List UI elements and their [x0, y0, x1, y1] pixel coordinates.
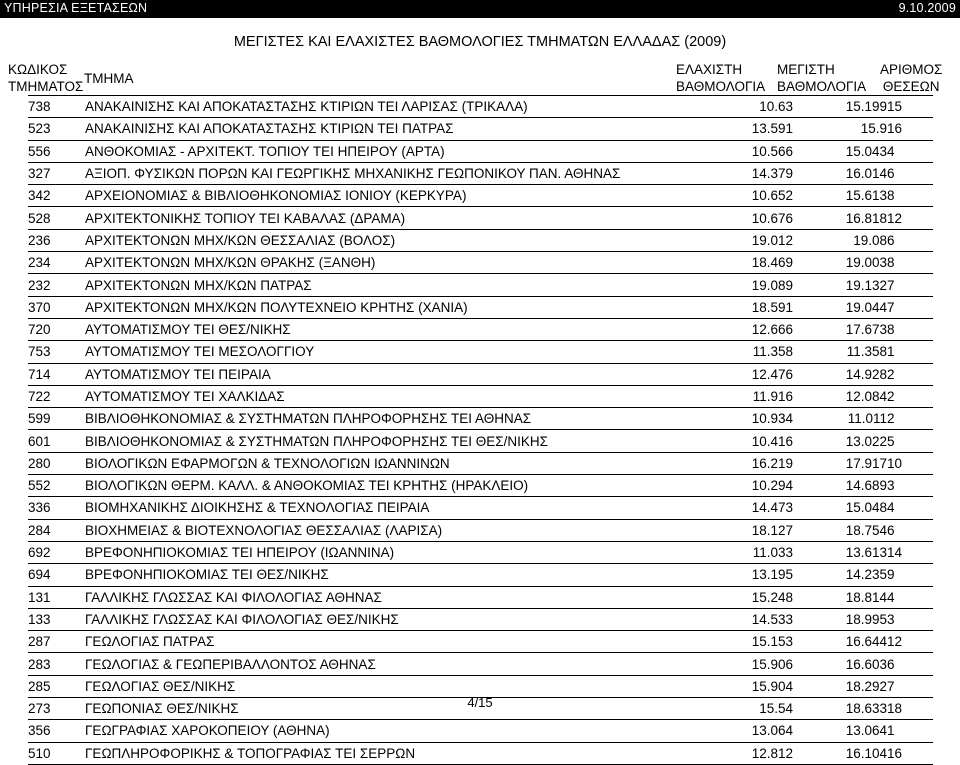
dept-code-cell: 692: [28, 541, 85, 563]
table-row: [28, 318, 933, 340]
table-row: [28, 452, 933, 474]
min-score-cell: 15.904: [717, 675, 793, 697]
max-score-cell: 16.818: [793, 207, 887, 229]
dept-name-cell: ΓΕΩΛΟΓΙΑΣ ΘΕΣ/ΝΙΚΗΣ: [85, 675, 717, 697]
dept-name-cell: ΑΥΤΟΜΑΤΙΣΜΟΥ ΤΕΙ ΧΑΛΚΙΔΑΣ: [85, 385, 717, 407]
dept-code-cell: 601: [28, 430, 85, 452]
max-score-cell: 17.917: [793, 452, 887, 474]
document-title: ΜΕΓΙΣΤΕΣ ΚΑΙ ΕΛΑΧΙΣΤΕΣ ΒΑΘΜΟΛΟΓΙΕΣ ΤΜΗΜΑΤΩΝ ΕΛΛΑΔΑΣ (2009): [233, 34, 727, 50]
seats-cell: 10: [887, 452, 933, 474]
dept-name-cell: ΓΑΛΛΙΚΗΣ ΓΛΩΣΣΑΣ ΚΑΙ ΦΙΛΟΛΟΓΙΑΣ ΘΕΣ/ΝΙΚΗΣ: [85, 608, 717, 630]
dept-code-cell: 131: [28, 586, 85, 608]
dept-name-cell: ΒΙΟΛΟΓΙΚΩΝ ΘΕΡΜ. ΚΑΛΛ. & ΑΝΘΟΚΟΜΙΑΣ ΤΕΙ ΚΡΗΤΗΣ (ΗΡΑΚΛΕΙΟ): [85, 475, 717, 497]
dept-name-cell: ΑΡΧΙΤΕΚΤΟΝΩΝ ΜΗΧ/ΚΩΝ ΘΕΣΣΑΛΙΑΣ (ΒΟΛΟΣ): [85, 229, 717, 251]
seats-cell: 6: [887, 229, 933, 251]
dept-code-cell: 356: [28, 720, 85, 742]
max-score-cell: 19.08: [793, 229, 887, 251]
dept-code-cell: 284: [28, 519, 85, 541]
max-score-cell: 19.132: [793, 274, 887, 296]
table-row: [28, 341, 933, 363]
min-score-cell: 11.916: [717, 385, 793, 407]
dept-name-cell: ΑΡΧΙΤΕΚΤΟΝΩΝ ΜΗΧ/ΚΩΝ ΠΑΤΡΑΣ: [85, 274, 717, 296]
max-score-cell: 16.644: [793, 631, 887, 653]
table-row: [28, 497, 933, 519]
dept-code-cell: 273: [28, 698, 85, 720]
dept-code-cell: 722: [28, 385, 85, 407]
seats-cell: 16: [887, 118, 933, 140]
min-score-cell: 18.591: [717, 296, 793, 318]
table-row: [28, 541, 933, 563]
table-row: [28, 252, 933, 274]
seats-cell: 8: [887, 252, 933, 274]
max-score-cell: 13.022: [793, 430, 887, 452]
seats-cell: 12: [887, 207, 933, 229]
min-score-cell: 18.469: [717, 252, 793, 274]
dept-name-cell: ΑΡΧΙΤΕΚΤΟΝΩΝ ΜΗΧ/ΚΩΝ ΠΟΛΥΤΕΧΝΕΙΟ ΚΡΗΤΗΣ (ΧΑΝΙΑ): [85, 296, 717, 318]
dept-name-cell: ΒΙΒΛΙΟΘΗΚΟΝΟΜΙΑΣ & ΣΥΣΤΗΜΑΤΩΝ ΠΛΗΡΟΦΟΡΗΣΗΣ ΤΕΙ ΘΕΣ/ΝΙΚΗΣ: [85, 430, 717, 452]
min-score-cell: 15.153: [717, 631, 793, 653]
min-score-cell: 15.248: [717, 586, 793, 608]
dept-code-cell: 280: [28, 452, 85, 474]
grades-table: [28, 95, 933, 765]
seats-cell: 2: [887, 363, 933, 385]
seats-cell: 15: [887, 96, 933, 118]
max-score-cell: 18.633: [793, 698, 887, 720]
seats-cell: 1: [887, 720, 933, 742]
seats-cell: 12: [887, 631, 933, 653]
dept-name-cell: ΒΡΕΦΟΝΗΠΙΟΚΟΜΙΑΣ ΤΕΙ ΗΠΕΙΡΟΥ (ΙΩΑΝΝΙΝΑ): [85, 541, 717, 563]
min-score-cell: 13.195: [717, 564, 793, 586]
seats-cell: 7: [887, 296, 933, 318]
seats-cell: 4: [887, 140, 933, 162]
table-row: [28, 162, 933, 184]
seats-cell: 3: [887, 475, 933, 497]
table-row: [28, 631, 933, 653]
max-score-cell: 15.9: [793, 118, 887, 140]
max-score-cell: 18.995: [793, 608, 887, 630]
dept-name-cell: ΑΥΤΟΜΑΤΙΣΜΟΥ ΤΕΙ ΜΕΣΟΛΟΓΓΙΟΥ: [85, 341, 717, 363]
max-score-cell: 13.064: [793, 720, 887, 742]
min-score-cell: 10.63: [717, 96, 793, 118]
max-score-cell: 18.292: [793, 675, 887, 697]
max-score-cell: 13.613: [793, 541, 887, 563]
dept-code-cell: 236: [28, 229, 85, 251]
table-row: [28, 564, 933, 586]
max-score-cell: 16.603: [793, 653, 887, 675]
table-row: [28, 140, 933, 162]
top-header-bar: [0, 0, 960, 18]
table-row: [28, 475, 933, 497]
column-header-code: ΚΩΔΙΚΟΣ ΤΜΗΜΑΤΟΣ: [8, 62, 84, 94]
min-score-cell: 10.676: [717, 207, 793, 229]
max-score-cell: 16.104: [793, 742, 887, 764]
max-score-cell: 14.235: [793, 564, 887, 586]
dept-code-cell: 287: [28, 631, 85, 653]
seats-cell: 9: [887, 564, 933, 586]
table-row: [28, 653, 933, 675]
dept-name-cell: ΑΥΤΟΜΑΤΙΣΜΟΥ ΤΕΙ ΠΕΙΡΑΙΑ: [85, 363, 717, 385]
table-row: [28, 96, 933, 118]
grades-table-body: [28, 96, 933, 765]
dept-code-cell: 556: [28, 140, 85, 162]
seats-cell: 4: [887, 497, 933, 519]
max-score-cell: 19.044: [793, 296, 887, 318]
seats-cell: 1: [887, 341, 933, 363]
dept-code-cell: 285: [28, 675, 85, 697]
max-score-cell: 14.928: [793, 363, 887, 385]
min-score-cell: 13.591: [717, 118, 793, 140]
dept-name-cell: ΓΕΩΛΟΓΙΑΣ ΠΑΤΡΑΣ: [85, 631, 717, 653]
min-score-cell: 12.666: [717, 318, 793, 340]
table-row: [28, 720, 933, 742]
dept-name-cell: ΑΝΑΚΑΙΝΙΣΗΣ ΚΑΙ ΑΠΟΚΑΤΑΣΤΑΣΗΣ ΚΤΙΡΙΩΝ ΤΕΙ ΛΑΡΙΣΑΣ (ΤΡΙΚΑΛΑ): [85, 96, 717, 118]
max-score-cell: 11.011: [793, 408, 887, 430]
dept-code-cell: 510: [28, 742, 85, 764]
max-score-cell: 15.043: [793, 140, 887, 162]
max-score-cell: 11.358: [793, 341, 887, 363]
dept-name-cell: ΑΝΑΚΑΙΝΙΣΗΣ ΚΑΙ ΑΠΟΚΑΤΑΣΤΑΣΗΣ ΚΤΙΡΙΩΝ ΤΕΙ ΠΑΤΡΑΣ: [85, 118, 717, 140]
dept-code-cell: 528: [28, 207, 85, 229]
dept-code-cell: 523: [28, 118, 85, 140]
dept-name-cell: ΒΡΕΦΟΝΗΠΙΟΚΟΜΙΑΣ ΤΕΙ ΘΕΣ/ΝΙΚΗΣ: [85, 564, 717, 586]
dept-code-cell: 738: [28, 96, 85, 118]
dept-code-cell: 327: [28, 162, 85, 184]
header-date: 9.10.2009: [898, 1, 956, 15]
dept-name-cell: ΑΡΧΕΙΟΝΟΜΙΑΣ & ΒΙΒΛΙΟΘΗΚΟΝΟΜΙΑΣ ΙΟΝΙΟΥ (ΚΕΡΚΥΡΑ): [85, 185, 717, 207]
dept-name-cell: ΒΙΟΧΗΜΕΙΑΣ & ΒΙΟΤΕΧΝΟΛΟΓΙΑΣ ΘΕΣΣΑΛΙΑΣ (ΛΑΡΙΣΑ): [85, 519, 717, 541]
dept-code-cell: 336: [28, 497, 85, 519]
seats-cell: 18: [887, 698, 933, 720]
dept-name-cell: ΑΞΙΟΠ. ΦΥΣΙΚΩΝ ΠΟΡΩΝ ΚΑΙ ΓΕΩΡΓΙΚΗΣ ΜΗΧΑΝΙΚΗΣ ΓΕΩΠΟΝΙΚΟΥ ΠΑΝ. ΑΘΗΝΑΣ: [85, 162, 717, 184]
min-score-cell: 11.033: [717, 541, 793, 563]
seats-cell: 2: [887, 385, 933, 407]
dept-code-cell: 694: [28, 564, 85, 586]
max-score-cell: 14.689: [793, 475, 887, 497]
dept-name-cell: ΒΙΟΜΗΧΑΝΙΚΗΣ ΔΙΟΙΚΗΣΗΣ & ΤΕΧΝΟΛΟΓΙΑΣ ΠΕΙΡΑΙΑ: [85, 497, 717, 519]
table-row: [28, 608, 933, 630]
table-row: [28, 430, 933, 452]
seats-cell: 5: [887, 430, 933, 452]
max-score-cell: 15.048: [793, 497, 887, 519]
min-score-cell: 18.127: [717, 519, 793, 541]
table-row: [28, 229, 933, 251]
seats-cell: 7: [887, 675, 933, 697]
service-name: ΥΠΗΡΕΣΙΑ ΕΞΕΤΑΣΕΩΝ: [4, 1, 148, 15]
seats-cell: 3: [887, 608, 933, 630]
min-score-cell: 10.294: [717, 475, 793, 497]
min-score-cell: 12.812: [717, 742, 793, 764]
table-row: [28, 296, 933, 318]
seats-cell: 6: [887, 162, 933, 184]
table-row: [28, 586, 933, 608]
dept-name-cell: ΑΡΧΙΤΕΚΤΟΝΙΚΗΣ ΤΟΠΙΟΥ ΤΕΙ ΚΑΒΑΛΑΣ (ΔΡΑΜΑ): [85, 207, 717, 229]
seats-cell: 8: [887, 318, 933, 340]
max-score-cell: 15.613: [793, 185, 887, 207]
table-row: [28, 118, 933, 140]
table-row: [28, 742, 933, 764]
min-score-cell: 14.473: [717, 497, 793, 519]
dept-code-cell: 714: [28, 363, 85, 385]
dept-name-cell: ΑΥΤΟΜΑΤΙΣΜΟΥ ΤΕΙ ΘΕΣ/ΝΙΚΗΣ: [85, 318, 717, 340]
min-score-cell: 19.089: [717, 274, 793, 296]
seats-cell: 2: [887, 408, 933, 430]
column-header-seats: ΑΡΙΘΜΟΣ ΘΕΣΕΩΝ: [880, 62, 943, 94]
dept-code-cell: 234: [28, 252, 85, 274]
dept-name-cell: ΑΝΘΟΚΟΜΙΑΣ - ΑΡΧΙΤΕΚΤ. ΤΟΠΙΟΥ ΤΕΙ ΗΠΕΙΡΟΥ (ΑΡΤΑ): [85, 140, 717, 162]
seats-cell: 4: [887, 586, 933, 608]
table-row: [28, 363, 933, 385]
min-score-cell: 14.379: [717, 162, 793, 184]
seats-cell: 8: [887, 185, 933, 207]
min-score-cell: 15.54: [717, 698, 793, 720]
dept-code-cell: 342: [28, 185, 85, 207]
max-score-cell: 12.084: [793, 385, 887, 407]
min-score-cell: 10.934: [717, 408, 793, 430]
dept-code-cell: 232: [28, 274, 85, 296]
seats-cell: 6: [887, 653, 933, 675]
dept-name-cell: ΑΡΧΙΤΕΚΤΟΝΩΝ ΜΗΧ/ΚΩΝ ΘΡΑΚΗΣ (ΞΑΝΘΗ): [85, 252, 717, 274]
min-score-cell: 10.652: [717, 185, 793, 207]
min-score-cell: 19.012: [717, 229, 793, 251]
column-header-max: ΜΕΓΙΣΤΗ ΒΑΘΜΟΛΟΓΙΑ: [777, 62, 867, 94]
column-header-dept: ΤΜΗΜΑ: [84, 71, 134, 86]
dept-name-cell: ΓΕΩΠΛΗΡΟΦΟΡΙΚΗΣ & ΤΟΠΟΓΡΑΦΙΑΣ ΤΕΙ ΣΕΡΡΩΝ: [85, 742, 717, 764]
table-row: [28, 274, 933, 296]
dept-code-cell: 370: [28, 296, 85, 318]
max-score-cell: 16.014: [793, 162, 887, 184]
min-score-cell: 12.476: [717, 363, 793, 385]
page-number: 4/15: [467, 695, 493, 710]
min-score-cell: 16.219: [717, 452, 793, 474]
seats-cell: 7: [887, 274, 933, 296]
seats-cell: 6: [887, 519, 933, 541]
dept-name-cell: ΒΙΟΛΟΓΙΚΩΝ ΕΦΑΡΜΟΓΩΝ & ΤΕΧΝΟΛΟΓΙΩΝ ΙΩΑΝΝΙΝΩΝ: [85, 452, 717, 474]
max-score-cell: 19.003: [793, 252, 887, 274]
dept-name-cell: ΓΕΩΛΟΓΙΑΣ & ΓΕΩΠΕΡΙΒΑΛΛΟΝΤΟΣ ΑΘΗΝΑΣ: [85, 653, 717, 675]
min-score-cell: 13.064: [717, 720, 793, 742]
min-score-cell: 15.906: [717, 653, 793, 675]
max-score-cell: 17.673: [793, 318, 887, 340]
dept-code-cell: 283: [28, 653, 85, 675]
dept-code-cell: 133: [28, 608, 85, 630]
table-row: [28, 385, 933, 407]
dept-name-cell: ΓΕΩΓΡΑΦΙΑΣ ΧΑΡΟΚΟΠΕΙΟΥ (ΑΘΗΝΑ): [85, 720, 717, 742]
dept-name-cell: ΒΙΒΛΙΟΘΗΚΟΝΟΜΙΑΣ & ΣΥΣΤΗΜΑΤΩΝ ΠΛΗΡΟΦΟΡΗΣΗΣ ΤΕΙ ΑΘΗΝΑΣ: [85, 408, 717, 430]
dept-code-cell: 753: [28, 341, 85, 363]
max-score-cell: 18.814: [793, 586, 887, 608]
dept-code-cell: 552: [28, 475, 85, 497]
seats-cell: 16: [887, 742, 933, 764]
min-score-cell: 11.358: [717, 341, 793, 363]
table-row: [28, 408, 933, 430]
min-score-cell: 10.566: [717, 140, 793, 162]
column-header-min: ΕΛΑΧΙΣΤΗ ΒΑΘΜΟΛΟΓΙΑ: [676, 62, 766, 94]
seats-cell: 14: [887, 541, 933, 563]
dept-name-cell: ΓΕΩΠΟΝΙΑΣ ΘΕΣ/ΝΙΚΗΣ: [85, 698, 717, 720]
dept-name-cell: ΓΑΛΛΙΚΗΣ ΓΛΩΣΣΑΣ ΚΑΙ ΦΙΛΟΛΟΓΙΑΣ ΑΘΗΝΑΣ: [85, 586, 717, 608]
dept-code-cell: 720: [28, 318, 85, 340]
dept-code-cell: 599: [28, 408, 85, 430]
min-score-cell: 10.416: [717, 430, 793, 452]
table-row: [28, 185, 933, 207]
min-score-cell: 14.533: [717, 608, 793, 630]
table-row: [28, 207, 933, 229]
max-score-cell: 15.199: [793, 96, 887, 118]
max-score-cell: 18.754: [793, 519, 887, 541]
table-row: [28, 519, 933, 541]
